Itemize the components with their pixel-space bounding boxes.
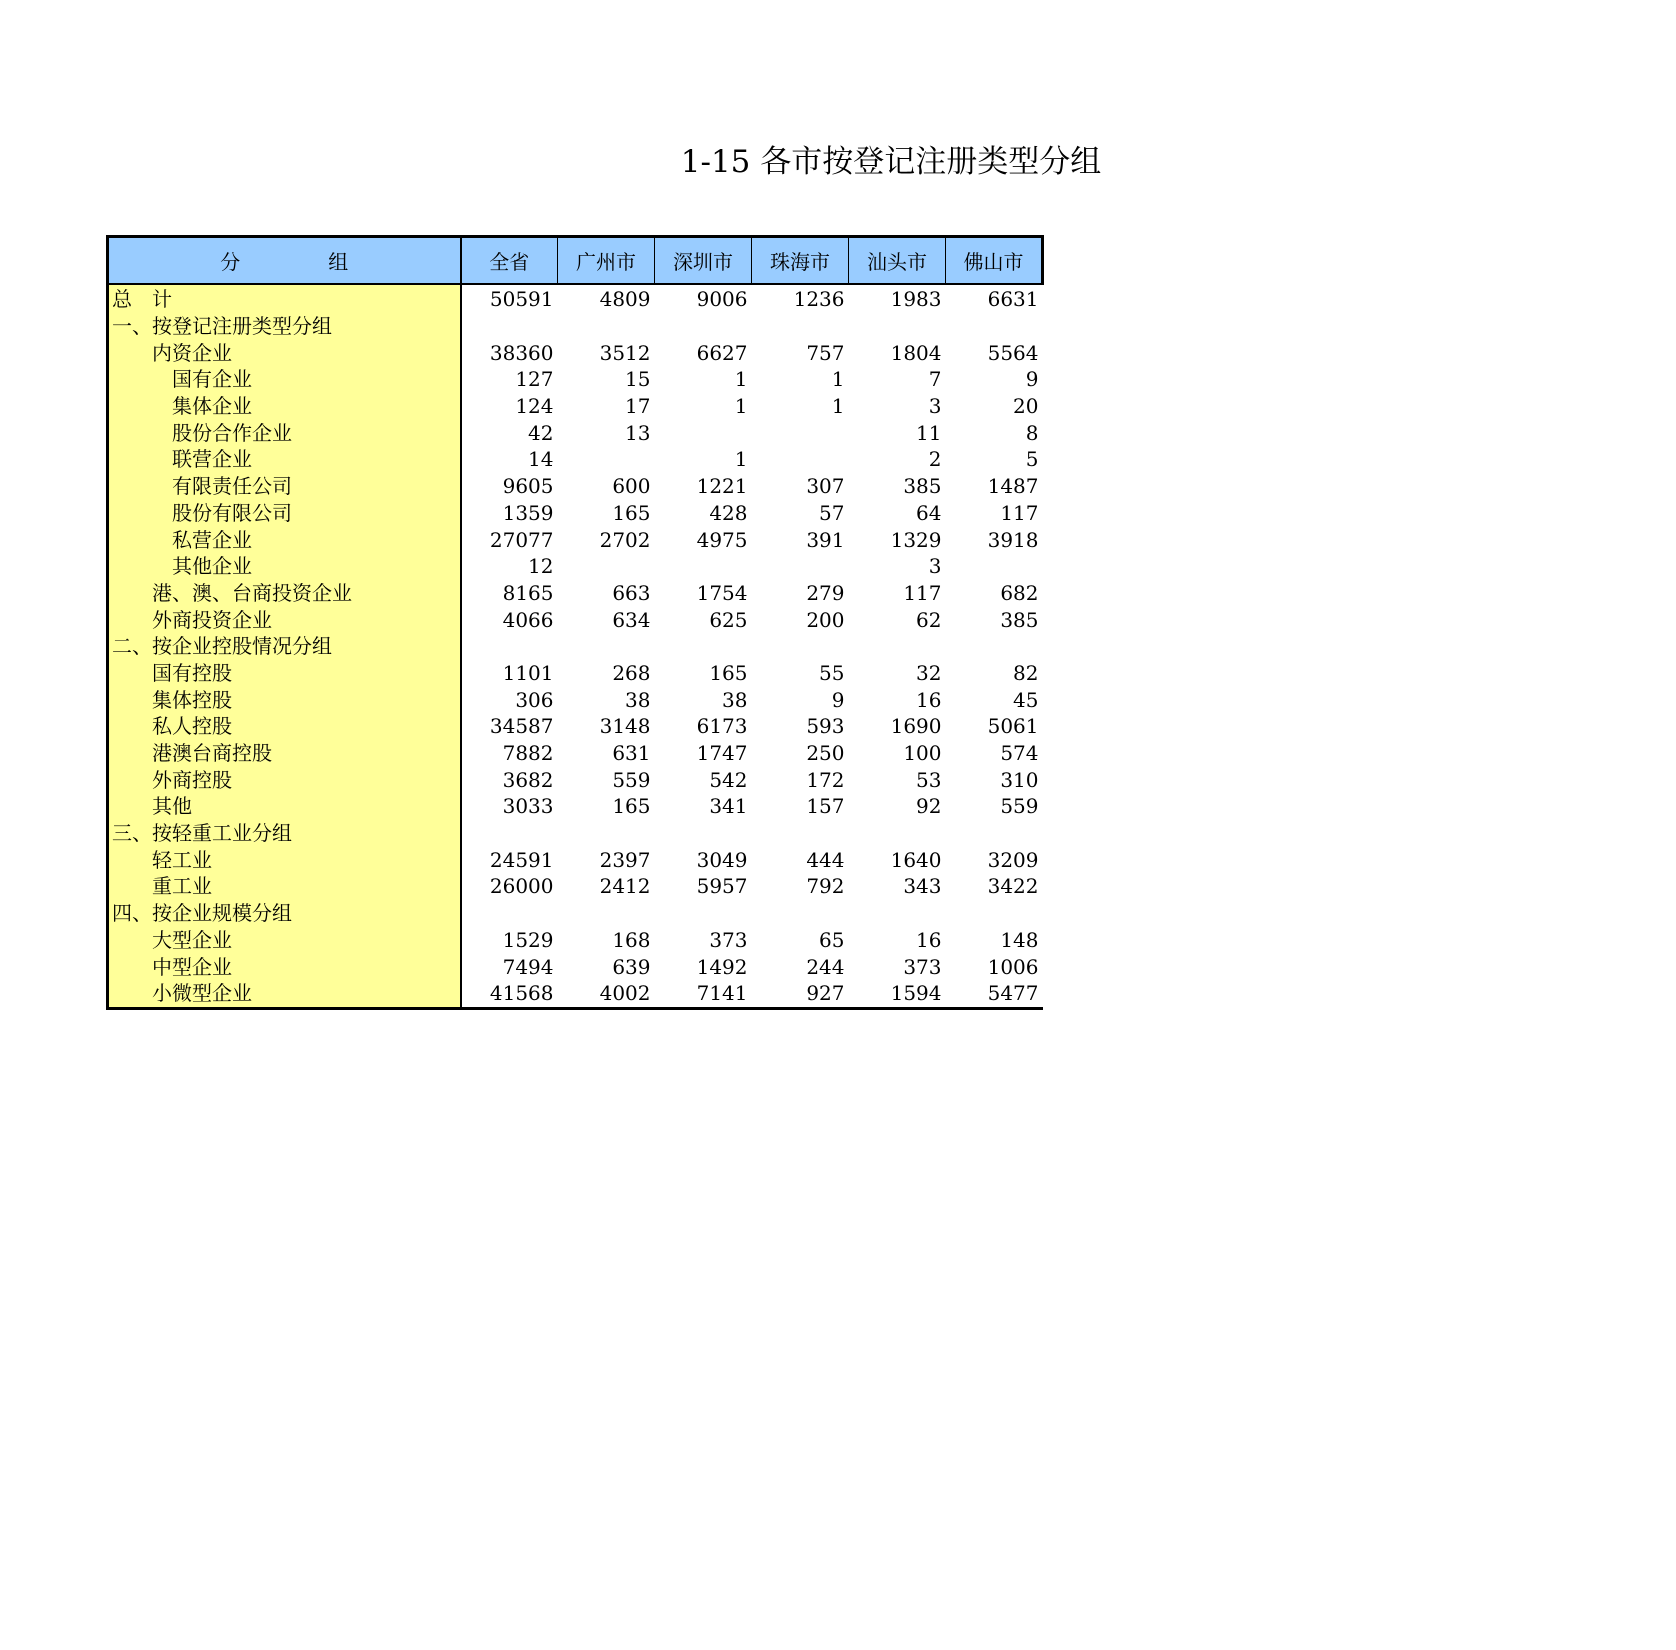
value-cell: 5061 bbox=[987, 714, 1039, 739]
row-label: 股份合作企业 bbox=[172, 420, 292, 445]
table-row bbox=[108, 927, 1043, 954]
table-row bbox=[108, 580, 1043, 607]
value-cell bbox=[752, 633, 849, 660]
value-cell: 8165 bbox=[502, 580, 554, 605]
value-cell: 9 bbox=[831, 687, 845, 712]
row-label-cell bbox=[108, 284, 461, 313]
value-cell: 1487 bbox=[987, 474, 1039, 499]
value-cell: 757 bbox=[806, 340, 845, 365]
table-row bbox=[108, 846, 1043, 873]
row-label-cell bbox=[108, 740, 461, 767]
value-cell: 792 bbox=[806, 874, 845, 899]
value-cell: 20 bbox=[1013, 394, 1039, 419]
row-label: 总 bbox=[112, 287, 132, 312]
value-cell: 38360 bbox=[489, 340, 554, 365]
value-cell: 927 bbox=[752, 980, 849, 1008]
header-row bbox=[108, 237, 1043, 285]
value-cell: 634 bbox=[612, 607, 651, 632]
table-row bbox=[108, 526, 1043, 553]
value-cell bbox=[849, 820, 946, 847]
value-cell bbox=[849, 900, 946, 927]
row-label: 股份有限公司 bbox=[172, 500, 292, 525]
value-cell bbox=[655, 313, 752, 340]
value-cell: 1529 bbox=[502, 927, 554, 952]
value-cell bbox=[558, 900, 655, 927]
value-cell: 38 bbox=[722, 687, 748, 712]
value-cell: 1221 bbox=[696, 474, 748, 499]
value-cell: 100 bbox=[903, 741, 942, 766]
column-header-zhuhai: 珠海市 bbox=[752, 237, 849, 285]
table-row bbox=[108, 366, 1043, 393]
value-cell: 157 bbox=[806, 794, 845, 819]
row-label: 大型企业 bbox=[152, 927, 232, 952]
value-cell: 1754 bbox=[696, 580, 748, 605]
value-cell: 55 bbox=[819, 660, 845, 685]
value-cell: 24591 bbox=[489, 847, 554, 872]
table-row bbox=[108, 820, 1043, 847]
value-cell: 117 bbox=[903, 580, 942, 605]
table-row bbox=[108, 953, 1043, 980]
value-cell: 82 bbox=[1013, 660, 1039, 685]
value-cell: 343 bbox=[903, 874, 942, 899]
row-label: 其他 bbox=[152, 794, 192, 819]
value-cell: 5477 bbox=[946, 980, 1043, 1008]
value-cell: 3422 bbox=[987, 874, 1039, 899]
value-cell: 7141 bbox=[655, 980, 752, 1008]
value-cell: 310 bbox=[1000, 767, 1039, 792]
value-cell bbox=[558, 553, 655, 580]
row-label: 外商控股 bbox=[152, 767, 232, 792]
header-group-label-right: 组 bbox=[328, 250, 349, 274]
value-cell: 41568 bbox=[461, 980, 558, 1008]
value-cell: 124 bbox=[515, 394, 554, 419]
value-cell: 559 bbox=[612, 767, 651, 792]
value-cell: 1983 bbox=[890, 287, 942, 312]
table-row bbox=[108, 339, 1043, 366]
value-cell bbox=[946, 313, 1043, 340]
row-label-cell bbox=[108, 686, 461, 713]
row-label: 其他企业 bbox=[172, 554, 252, 579]
value-cell: 62 bbox=[916, 607, 942, 632]
row-label-cell bbox=[108, 580, 461, 607]
row-label-cell bbox=[108, 713, 461, 740]
column-header-shenzhen: 深圳市 bbox=[655, 237, 752, 285]
value-cell: 64 bbox=[916, 500, 942, 525]
value-cell bbox=[558, 446, 655, 473]
value-cell bbox=[849, 313, 946, 340]
value-cell bbox=[461, 633, 558, 660]
value-cell: 4975 bbox=[696, 527, 748, 552]
table-body bbox=[108, 284, 1043, 1008]
table-row bbox=[108, 766, 1043, 793]
value-cell bbox=[461, 820, 558, 847]
row-label-suffix: 计 bbox=[152, 287, 172, 312]
value-cell: 3049 bbox=[696, 847, 748, 872]
row-label: 二、按企业控股情况分组 bbox=[112, 634, 332, 659]
value-cell: 16 bbox=[916, 687, 942, 712]
value-cell: 34587 bbox=[489, 714, 554, 739]
value-cell: 682 bbox=[1000, 580, 1039, 605]
column-header-province: 全省 bbox=[461, 237, 558, 285]
table-row bbox=[108, 606, 1043, 633]
row-label-cell bbox=[108, 900, 461, 927]
row-label: 一、按登记注册类型分组 bbox=[112, 314, 332, 339]
row-label-cell bbox=[108, 526, 461, 553]
value-cell: 444 bbox=[806, 847, 845, 872]
table-row bbox=[108, 740, 1043, 767]
value-cell: 200 bbox=[806, 607, 845, 632]
value-cell: 1594 bbox=[849, 980, 946, 1008]
table-row bbox=[108, 553, 1043, 580]
value-cell: 341 bbox=[709, 794, 748, 819]
row-label-cell bbox=[108, 766, 461, 793]
row-label: 外商投资企业 bbox=[152, 607, 272, 632]
table-row bbox=[108, 633, 1043, 660]
value-cell: 7882 bbox=[502, 741, 554, 766]
value-cell: 38 bbox=[625, 687, 651, 712]
value-cell: 26000 bbox=[489, 874, 554, 899]
value-cell: 57 bbox=[819, 500, 845, 525]
value-cell: 1804 bbox=[890, 340, 942, 365]
row-label: 集体控股 bbox=[152, 687, 232, 712]
value-cell bbox=[655, 633, 752, 660]
value-cell: 663 bbox=[612, 580, 651, 605]
value-cell: 250 bbox=[806, 741, 845, 766]
table-row bbox=[108, 284, 1043, 313]
value-cell: 1006 bbox=[987, 954, 1039, 979]
value-cell: 631 bbox=[612, 741, 651, 766]
row-label: 港澳台商控股 bbox=[152, 741, 272, 766]
value-cell: 307 bbox=[806, 474, 845, 499]
value-cell: 385 bbox=[1000, 607, 1039, 632]
value-cell bbox=[946, 633, 1043, 660]
value-cell bbox=[558, 633, 655, 660]
row-label-cell bbox=[108, 553, 461, 580]
value-cell: 600 bbox=[612, 474, 651, 499]
value-cell: 428 bbox=[709, 500, 748, 525]
row-label: 中型企业 bbox=[152, 954, 232, 979]
value-cell: 8 bbox=[1025, 420, 1039, 445]
row-label: 轻工业 bbox=[152, 847, 212, 872]
value-cell bbox=[752, 820, 849, 847]
value-cell: 391 bbox=[806, 527, 845, 552]
value-cell: 7 bbox=[928, 367, 942, 392]
value-cell bbox=[946, 900, 1043, 927]
row-label-cell bbox=[108, 313, 461, 340]
value-cell: 3918 bbox=[987, 527, 1039, 552]
value-cell: 1640 bbox=[890, 847, 942, 872]
row-label-cell bbox=[108, 446, 461, 473]
value-cell: 3682 bbox=[502, 767, 554, 792]
value-cell: 306 bbox=[515, 687, 554, 712]
value-cell bbox=[461, 900, 558, 927]
row-label: 国有企业 bbox=[172, 367, 252, 392]
row-label-cell bbox=[108, 500, 461, 527]
value-cell: 3512 bbox=[599, 340, 651, 365]
value-cell: 1101 bbox=[502, 660, 554, 685]
value-cell: 625 bbox=[709, 607, 748, 632]
value-cell bbox=[752, 419, 849, 446]
value-cell: 1236 bbox=[793, 287, 845, 312]
value-cell bbox=[849, 633, 946, 660]
table-row bbox=[108, 873, 1043, 900]
value-cell bbox=[558, 820, 655, 847]
value-cell bbox=[655, 419, 752, 446]
value-cell: 1 bbox=[734, 367, 748, 392]
table-row bbox=[108, 980, 1043, 1008]
row-label: 联营企业 bbox=[172, 447, 252, 472]
value-cell: 5564 bbox=[987, 340, 1039, 365]
row-label: 集体企业 bbox=[172, 394, 252, 419]
value-cell: 127 bbox=[515, 367, 554, 392]
value-cell: 14 bbox=[528, 447, 554, 472]
value-cell bbox=[946, 553, 1043, 580]
row-label-cell bbox=[108, 793, 461, 820]
value-cell: 7494 bbox=[502, 954, 554, 979]
value-cell: 42 bbox=[528, 420, 554, 445]
value-cell: 9605 bbox=[502, 474, 554, 499]
value-cell: 5957 bbox=[696, 874, 748, 899]
value-cell: 2397 bbox=[599, 847, 651, 872]
value-cell: 50591 bbox=[489, 287, 554, 312]
row-label-cell bbox=[108, 980, 461, 1008]
value-cell: 3209 bbox=[987, 847, 1039, 872]
table-row bbox=[108, 473, 1043, 500]
value-cell: 6631 bbox=[987, 287, 1039, 312]
row-label: 有限责任公司 bbox=[172, 474, 292, 499]
value-cell: 165 bbox=[612, 500, 651, 525]
value-cell: 593 bbox=[806, 714, 845, 739]
value-cell: 1359 bbox=[502, 500, 554, 525]
table-row bbox=[108, 393, 1043, 420]
value-cell: 574 bbox=[1000, 741, 1039, 766]
row-label-cell bbox=[108, 606, 461, 633]
table-row bbox=[108, 713, 1043, 740]
column-header-shantou: 汕头市 bbox=[849, 237, 946, 285]
value-cell: 9006 bbox=[696, 287, 748, 312]
value-cell: 17 bbox=[625, 394, 651, 419]
value-cell: 16 bbox=[916, 927, 942, 952]
row-label: 港、澳、台商投资企业 bbox=[152, 580, 352, 605]
value-cell: 1 bbox=[734, 394, 748, 419]
value-cell: 92 bbox=[916, 794, 942, 819]
row-label: 内资企业 bbox=[152, 340, 232, 365]
value-cell: 117 bbox=[1000, 500, 1039, 525]
value-cell: 3033 bbox=[502, 794, 554, 819]
value-cell: 1 bbox=[831, 394, 845, 419]
row-label-cell bbox=[108, 473, 461, 500]
value-cell: 45 bbox=[1013, 687, 1039, 712]
value-cell: 32 bbox=[916, 660, 942, 685]
value-cell: 1 bbox=[831, 367, 845, 392]
value-cell: 1747 bbox=[696, 741, 748, 766]
value-cell: 53 bbox=[916, 767, 942, 792]
value-cell bbox=[558, 313, 655, 340]
value-cell: 168 bbox=[612, 927, 651, 952]
table-row bbox=[108, 419, 1043, 446]
table-row bbox=[108, 686, 1043, 713]
value-cell: 1 bbox=[734, 447, 748, 472]
header-group-label-left: 分 bbox=[220, 250, 241, 274]
row-label-cell bbox=[108, 820, 461, 847]
value-cell: 268 bbox=[612, 660, 651, 685]
value-cell: 244 bbox=[806, 954, 845, 979]
value-cell: 165 bbox=[709, 660, 748, 685]
value-cell bbox=[655, 820, 752, 847]
value-cell: 11 bbox=[916, 420, 942, 445]
value-cell bbox=[752, 553, 849, 580]
row-label: 私营企业 bbox=[172, 527, 252, 552]
value-cell bbox=[946, 820, 1043, 847]
value-cell bbox=[752, 446, 849, 473]
table-row bbox=[108, 446, 1043, 473]
value-cell: 1329 bbox=[890, 527, 942, 552]
row-label-cell bbox=[108, 953, 461, 980]
value-cell: 148 bbox=[1000, 927, 1039, 952]
value-cell: 2 bbox=[928, 447, 942, 472]
value-cell: 4809 bbox=[599, 287, 651, 312]
value-cell: 4066 bbox=[502, 607, 554, 632]
value-cell: 3 bbox=[928, 554, 942, 579]
value-cell: 279 bbox=[806, 580, 845, 605]
row-label-cell bbox=[108, 419, 461, 446]
title-container bbox=[106, 140, 1102, 190]
value-cell: 172 bbox=[806, 767, 845, 792]
row-label-cell bbox=[108, 366, 461, 393]
row-label: 国有控股 bbox=[152, 660, 232, 685]
row-label-cell bbox=[108, 393, 461, 420]
value-cell bbox=[461, 313, 558, 340]
page-title: 1-15 各市按登记注册类型分组 bbox=[680, 144, 1102, 180]
column-header-guangzhou: 广州市 bbox=[558, 237, 655, 285]
value-cell: 559 bbox=[1000, 794, 1039, 819]
value-cell: 1690 bbox=[890, 714, 942, 739]
table-row bbox=[108, 500, 1043, 527]
value-cell: 373 bbox=[709, 927, 748, 952]
value-cell bbox=[752, 900, 849, 927]
value-cell: 639 bbox=[612, 954, 651, 979]
value-cell: 15 bbox=[625, 367, 651, 392]
row-label: 私人控股 bbox=[152, 714, 232, 739]
row-label-cell bbox=[108, 927, 461, 954]
value-cell bbox=[655, 900, 752, 927]
value-cell: 9 bbox=[1025, 367, 1039, 392]
table-row bbox=[108, 900, 1043, 927]
value-cell: 6173 bbox=[696, 714, 748, 739]
row-label-cell bbox=[108, 873, 461, 900]
value-cell: 165 bbox=[612, 794, 651, 819]
row-label: 重工业 bbox=[152, 874, 212, 899]
value-cell: 1492 bbox=[696, 954, 748, 979]
row-label-cell bbox=[108, 846, 461, 873]
value-cell: 3 bbox=[928, 394, 942, 419]
row-label-cell bbox=[108, 660, 461, 687]
value-cell: 6627 bbox=[696, 340, 748, 365]
row-label-cell bbox=[108, 633, 461, 660]
row-label: 三、按轻重工业分组 bbox=[112, 821, 292, 846]
value-cell: 12 bbox=[528, 554, 554, 579]
row-label: 小微型企业 bbox=[152, 981, 252, 1006]
row-label-cell bbox=[108, 339, 461, 366]
table-row bbox=[108, 793, 1043, 820]
data-table bbox=[106, 235, 1044, 1010]
value-cell: 27077 bbox=[489, 527, 554, 552]
value-cell: 3148 bbox=[599, 714, 651, 739]
value-cell: 5 bbox=[1025, 447, 1039, 472]
table-row bbox=[108, 660, 1043, 687]
value-cell: 2412 bbox=[599, 874, 651, 899]
value-cell: 2702 bbox=[599, 527, 651, 552]
value-cell: 65 bbox=[819, 927, 845, 952]
row-label: 四、按企业规模分组 bbox=[112, 901, 292, 926]
header-group-label bbox=[108, 237, 461, 285]
value-cell bbox=[752, 313, 849, 340]
value-cell: 542 bbox=[709, 767, 748, 792]
value-cell: 373 bbox=[903, 954, 942, 979]
column-header-foshan: 佛山市 bbox=[946, 237, 1043, 285]
value-cell: 4002 bbox=[558, 980, 655, 1008]
value-cell: 385 bbox=[903, 474, 942, 499]
value-cell bbox=[655, 553, 752, 580]
table-row bbox=[108, 313, 1043, 340]
value-cell: 13 bbox=[625, 420, 651, 445]
